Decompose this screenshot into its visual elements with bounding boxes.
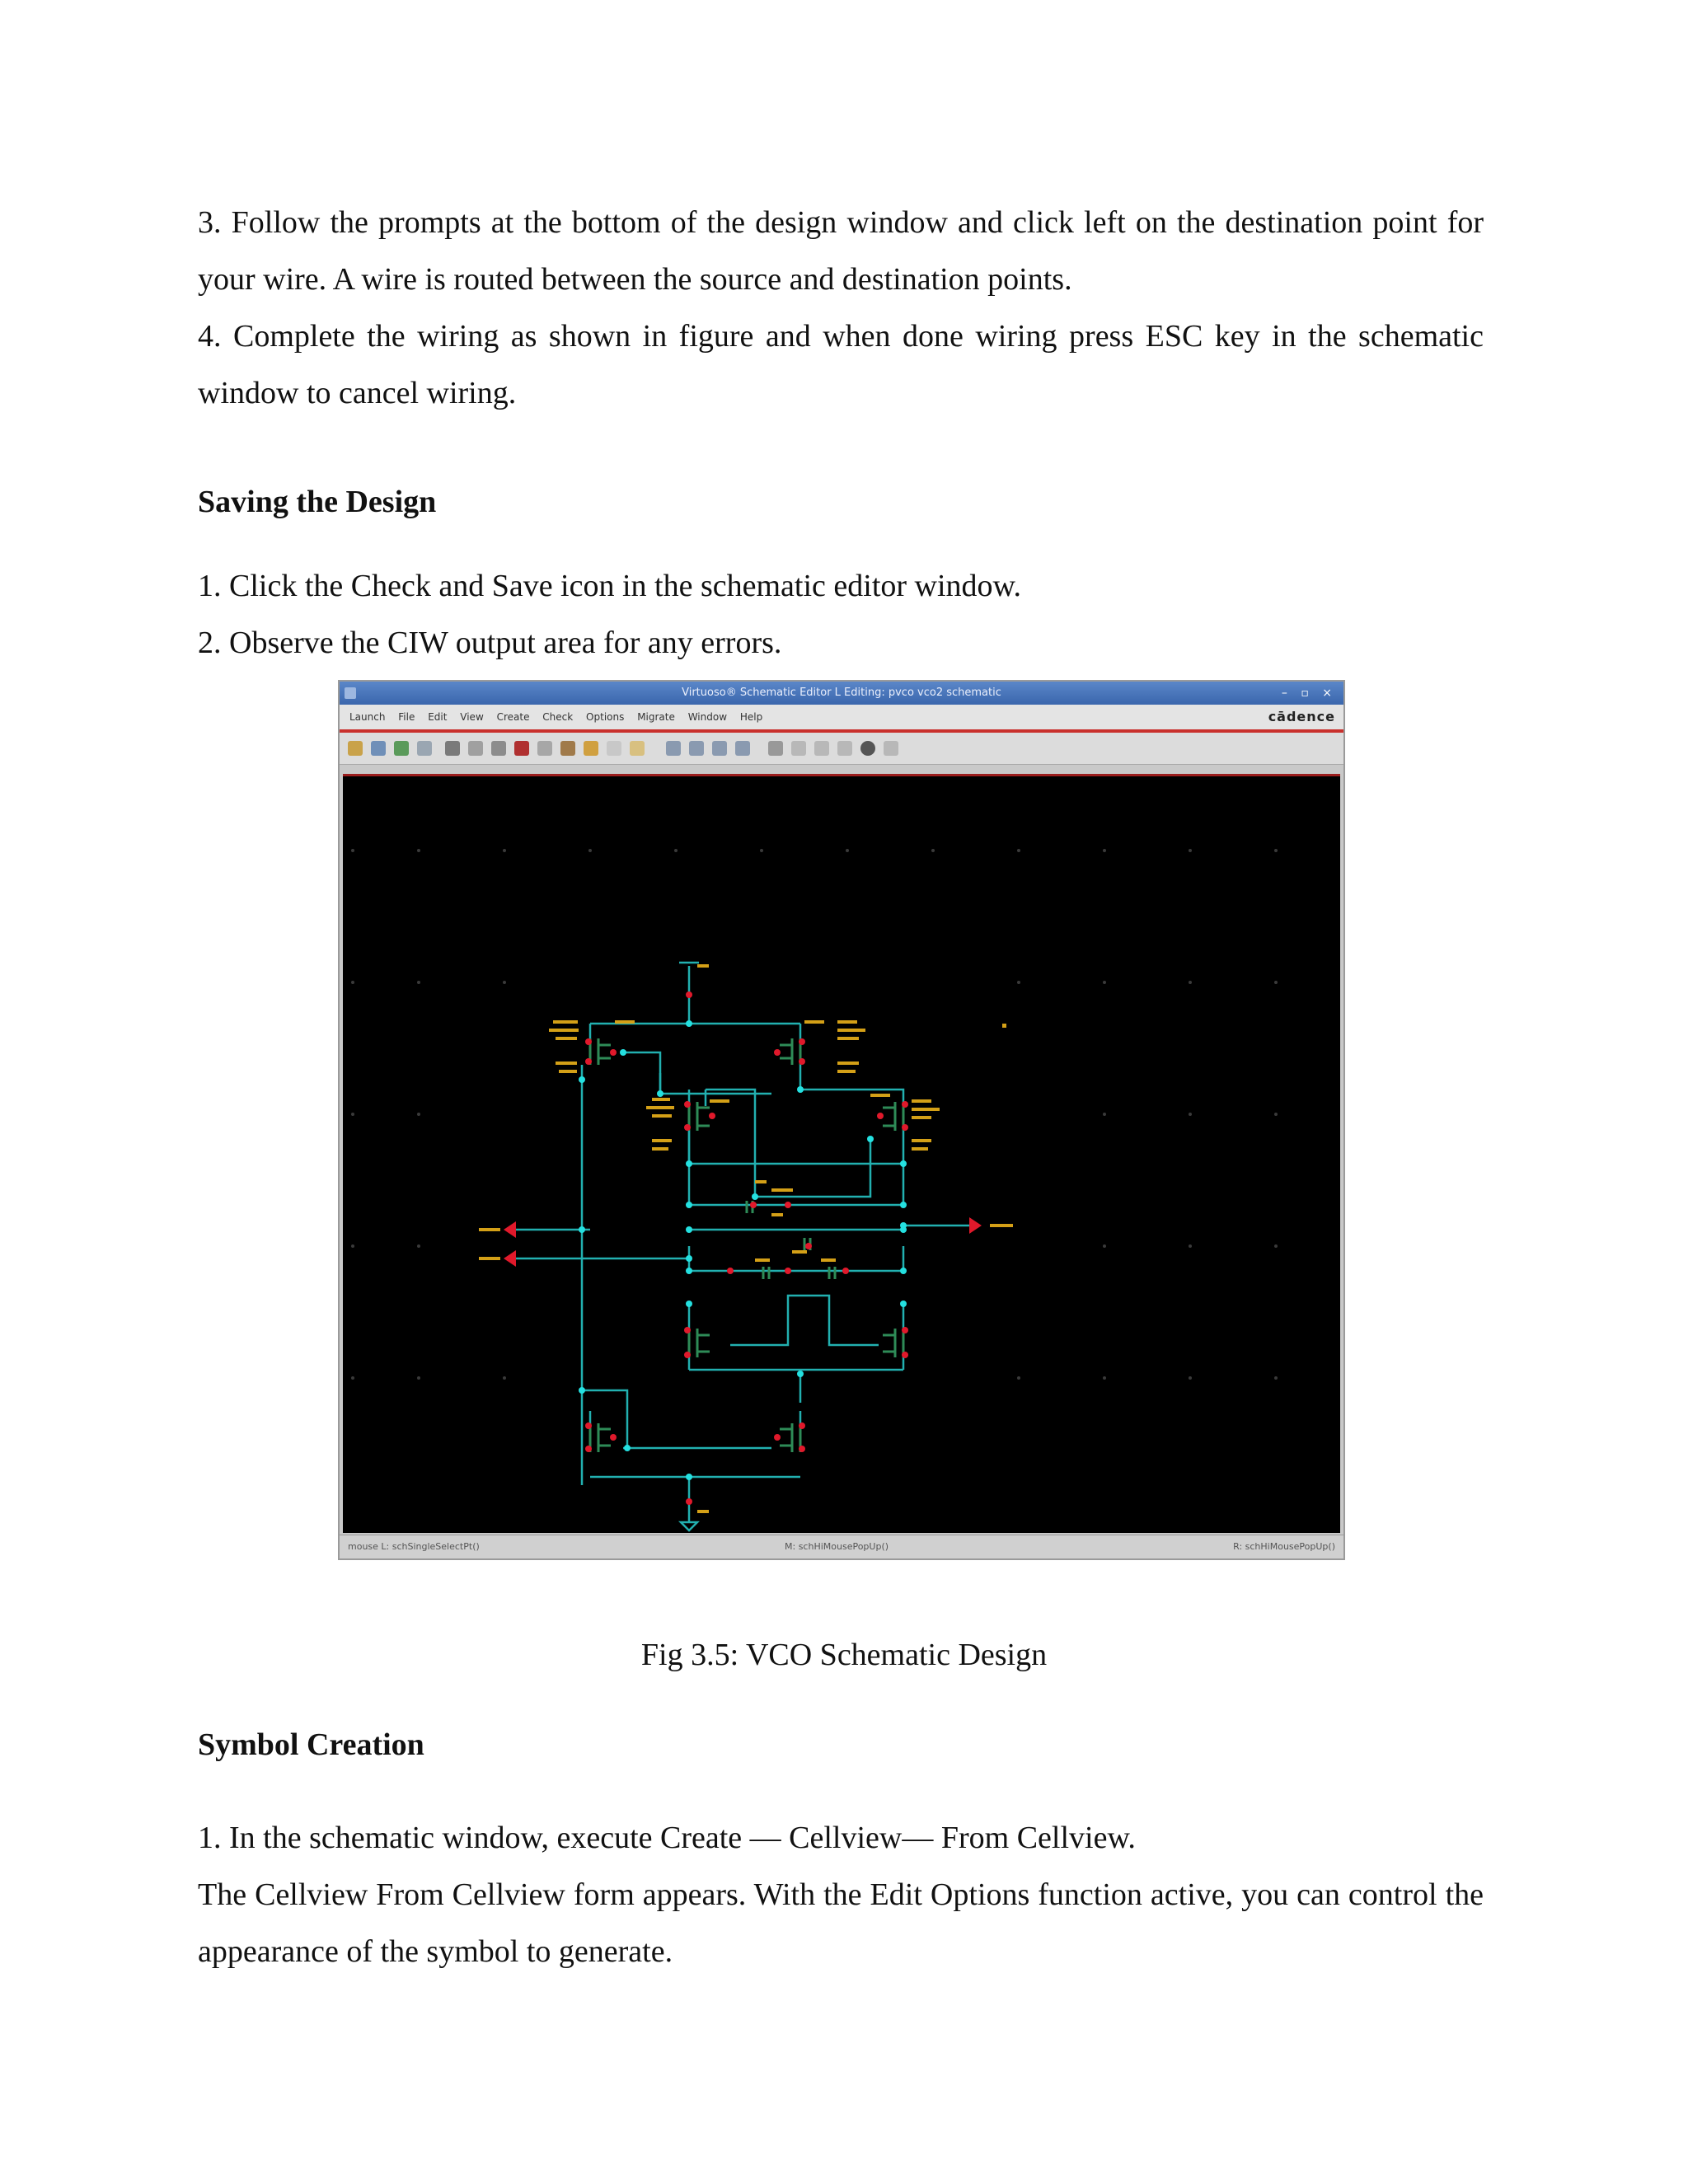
paragraph-save-step-2: 2. Observe the CIW output area for any errors. <box>198 626 782 660</box>
menu-options: Options <box>586 711 625 723</box>
window-menu-icon <box>345 687 356 699</box>
transistors <box>590 1038 903 1452</box>
check-and-save-icon <box>394 741 409 756</box>
ascend-icon <box>814 741 829 756</box>
heading-symbol-creation: Symbol Creation <box>198 1727 424 1762</box>
simulation-icon <box>860 741 875 756</box>
schematic-editor-screenshot <box>338 680 1345 1560</box>
add-icon <box>445 741 460 756</box>
window-title-bar <box>340 682 1343 705</box>
paragraph-symbol-step-1: 1. In the schematic window, execute Create — Cellview— From Cellview. <box>198 1821 1136 1855</box>
window-controls: – ▫ × <box>1281 687 1337 700</box>
menu-check: Check <box>542 711 574 723</box>
edit-in-place-icon <box>837 741 852 756</box>
zoom-box-icon <box>735 741 750 756</box>
status-bar <box>340 1535 1343 1558</box>
schematic-wires <box>508 966 969 1522</box>
device-annotations <box>479 964 1013 1513</box>
paragraph-step-3: 3. Follow the prompts at the bottom of the design window and click left on the destination point for your wire. A wire is routed between the source and destination points. <box>198 205 1484 297</box>
zoom-out-icon <box>712 741 727 756</box>
status-mouse-right: R: schHiMousePopUp() <box>1233 1541 1335 1552</box>
toolbar <box>340 733 1343 765</box>
menu-view: View <box>460 711 484 723</box>
copy-icon <box>468 741 483 756</box>
terminal-dots <box>585 991 908 1505</box>
grid-dots <box>351 849 1278 1380</box>
new-icon <box>348 741 363 756</box>
lock-icon <box>884 741 898 756</box>
vco-schematic-drawing <box>343 776 1340 1533</box>
paragraph-symbol-body: The Cellview From Cellview form appears. With the Edit Options function active, you can control the appearance of the symbol to generate. <box>198 1877 1484 1969</box>
cadence-logo: cādence <box>1268 709 1335 724</box>
wire-icon <box>630 741 645 756</box>
menu-help: Help <box>739 711 763 723</box>
save-icon <box>417 741 432 756</box>
delete-icon <box>514 741 529 756</box>
hierarchy-icon <box>768 741 783 756</box>
open-icon <box>371 741 386 756</box>
stretch-icon <box>491 741 506 756</box>
figure-caption: Fig 3.5: VCO Schematic Design <box>640 1638 1048 1672</box>
menu-window: Window <box>687 711 728 723</box>
descend-icon <box>791 741 806 756</box>
undo-icon <box>537 741 552 756</box>
status-mouse-left: mouse L: schSingleSelectPt() <box>348 1541 480 1552</box>
property-icon <box>560 741 575 756</box>
menu-launch: Launch <box>349 711 386 723</box>
menu-edit: Edit <box>428 711 448 723</box>
paragraph-save-step-1: 1. Click the Check and Save icon in the schematic editor window. <box>198 569 1022 603</box>
instance-icon <box>584 741 598 756</box>
window-title: Virtuoso® Schematic Editor L Editing: pvco vco2 schematic <box>682 687 1001 699</box>
status-mouse-middle: M: schHiMousePopUp() <box>785 1541 889 1552</box>
menu-create: Create <box>496 711 530 723</box>
pin-icon <box>607 741 621 756</box>
menu-bar <box>340 705 1343 729</box>
menu-migrate: Migrate <box>637 711 675 723</box>
schematic-canvas <box>343 774 1340 1533</box>
zoom-fit-icon <box>666 741 681 756</box>
menu-file: File <box>398 711 415 723</box>
heading-saving-the-design: Saving the Design <box>198 485 437 519</box>
zoom-in-icon <box>689 741 704 756</box>
paragraph-step-4: 4. Complete the wiring as shown in figure and when done wiring press ESC key in the schematic window to cancel wiring. <box>198 319 1484 410</box>
